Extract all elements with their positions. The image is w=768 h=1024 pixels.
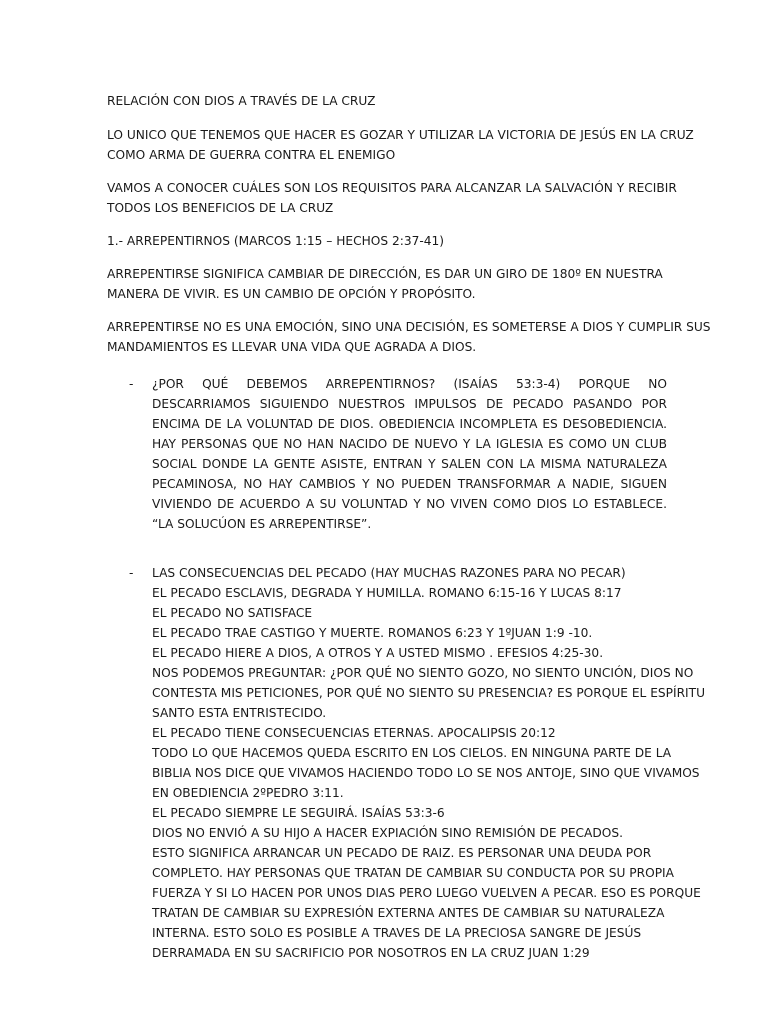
- text-line: ARREPENTIRSE SIGNIFICA CAMBIAR DE DIRECCIÓN, ES DAR UN GIRO DE 180º EN NUESTRA: [107, 267, 663, 281]
- text-line: COMO ARMA DE GUERRA CONTRA EL ENEMIGO: [107, 148, 396, 162]
- text-line: INTERNA. ESTO SOLO ES POSIBLE A TRAVES DE LA PRECIOSA SANGRE DE JESÚS: [152, 926, 642, 940]
- paragraph-intro: [107, 125, 694, 165]
- text-line: SANTO ESTA ENTRISTECIDO.: [152, 706, 327, 720]
- text-line: MANERA DE VIVIR. ES UN CAMBIO DE OPCIÓN Y PROPÓSITO.: [107, 287, 476, 301]
- text-line: COMPLETO. HAY PERSONAS QUE TRATAN DE CAMBIAR SU CONDUCTA POR SU PROPIA: [152, 866, 674, 880]
- text-line: LAS CONSECUENCIAS DEL PECADO (HAY MUCHAS RAZONES PARA NO PECAR): [152, 566, 626, 580]
- document-title: RELACIÓN CON DIOS A TRAVÉS DE LA CRUZ: [107, 94, 376, 108]
- bullet-text: ¿POR QUÉ DEBEMOS ARREPENTIRNOS? (ISAÍAS 53:3-4) PORQUE NO DESCARRIAMOS SIGUIENDO NUESTROS IMPULSOS DE PECADO PASANDO POR ENCIMA DE LA VOLUNTAD DE DIOS. OBEDIENCIA INCOMPLETA ES DESOBEDIENCIA. HAY PERSONAS QUE NO HAN NACIDO DE NUEVO Y LA IGLESIA ES COMO UN CLUB SOCIAL DONDE LA GENTE ASISTE, ENTRAN Y SALEN CON LA MISMA NATURALEZA PECAMINOSA, NO HAY CAMBIOS Y NO PUEDEN TRANSFORMAR A NADIE, SIGUEN VIVIENDO DE ACUERDO A SU VOLUNTAD Y NO VIVEN COMO DIOS LO ESTABLECE. “LA SOLUCÚON ES ARREPENTIRSE”.: [152, 377, 667, 531]
- text-line: MANDAMIENTOS ES LLEVAR UNA VIDA QUE AGRADA A DIOS.: [107, 340, 477, 354]
- bullet-dash: -: [129, 377, 134, 391]
- text-line: LO UNICO QUE TENEMOS QUE HACER ES GOZAR Y UTILIZAR LA VICTORIA DE JESÚS EN LA CRUZ: [107, 128, 694, 142]
- bullet-dash: -: [129, 566, 134, 580]
- section-heading: [107, 231, 667, 251]
- text-line: EL PECADO TIENE CONSECUENCIAS ETERNAS. APOCALIPSIS 20:12: [152, 726, 556, 740]
- text-line: BIBLIA NOS DICE QUE VIVAMOS HACIENDO TODO LO SE NOS ANTOJE, SINO QUE VIVAMOS: [152, 766, 700, 780]
- text-line: TRATAN DE CAMBIAR SU EXPRESIÓN EXTERNA ANTES DE CAMBIAR SU NATURALEZA: [152, 906, 665, 920]
- text-line: EL PECADO TRAE CASTIGO Y MUERTE. ROMANOS 6:23 Y 1ºJUAN 1:9 -10.: [152, 626, 593, 640]
- bullet-item-consequences: [129, 563, 706, 963]
- paragraph-decision: [107, 317, 711, 357]
- text-line: 1.- ARREPENTIRNOS (MARCOS 1:15 – HECHOS 2:37-41): [107, 234, 445, 248]
- text-line: EL PECADO SIEMPRE LE SEGUIRÁ. ISAÍAS 53:3-6: [152, 806, 445, 820]
- text-line: VAMOS A CONOCER CUÁLES SON LOS REQUISITOS PARA ALCANZAR LA SALVACIÓN Y RECIBIR: [107, 181, 677, 195]
- text-line: EN OBEDIENCIA 2ºPEDRO 3:11.: [152, 786, 344, 800]
- bullet-item-why-repent: [129, 374, 667, 534]
- text-line: EL PECADO ESCLAVIS, DEGRADA Y HUMILLA. ROMANO 6:15-16 Y LUCAS 8:17: [152, 586, 622, 600]
- text-line: ESTO SIGNIFICA ARRANCAR UN PECADO DE RAIZ. ES PERSONAR UNA DEUDA POR: [152, 846, 652, 860]
- text-line: DIOS NO ENVIÓ A SU HIJO A HACER EXPIACIÓN SINO REMISIÓN DE PECADOS.: [152, 826, 623, 840]
- document-body: [107, 91, 711, 976]
- paragraph-definition: [107, 264, 667, 304]
- text-line: ARREPENTIRSE NO ES UNA EMOCIÓN, SINO UNA DECISIÓN, ES SOMETERSE A DIOS Y CUMPLIR SUS: [107, 320, 711, 334]
- text-line: EL PECADO NO SATISFACE: [152, 606, 313, 620]
- text-line: DERRAMADA EN SU SACRIFICIO POR NOSOTROS EN LA CRUZ JUAN 1:29: [152, 946, 590, 960]
- text-line: NOS PODEMOS PREGUNTAR: ¿POR QUÉ NO SIENTO GOZO, NO SIENTO UNCIÓN, DIOS NO: [152, 666, 694, 680]
- text-line: FUERZA Y SI LO HACEN POR UNOS DIAS PERO LUEGO VUELVEN A PECAR. ESO ES PORQUE: [152, 886, 701, 900]
- text-line: EL PECADO HIERE A DIOS, A OTROS Y A USTED MISMO . EFESIOS 4:25-30.: [152, 646, 604, 660]
- text-line: CONTESTA MIS PETICIONES, POR QUÉ NO SIENTO SU PRESENCIA? ES PORQUE EL ESPÍRITU: [152, 686, 706, 700]
- text-line: TODO LO QUE HACEMOS QUEDA ESCRITO EN LOS CIELOS. EN NINGUNA PARTE DE LA: [152, 746, 672, 760]
- text-line: TODOS LOS BENEFICIOS DE LA CRUZ: [107, 201, 334, 215]
- paragraph-requirements: [107, 178, 677, 218]
